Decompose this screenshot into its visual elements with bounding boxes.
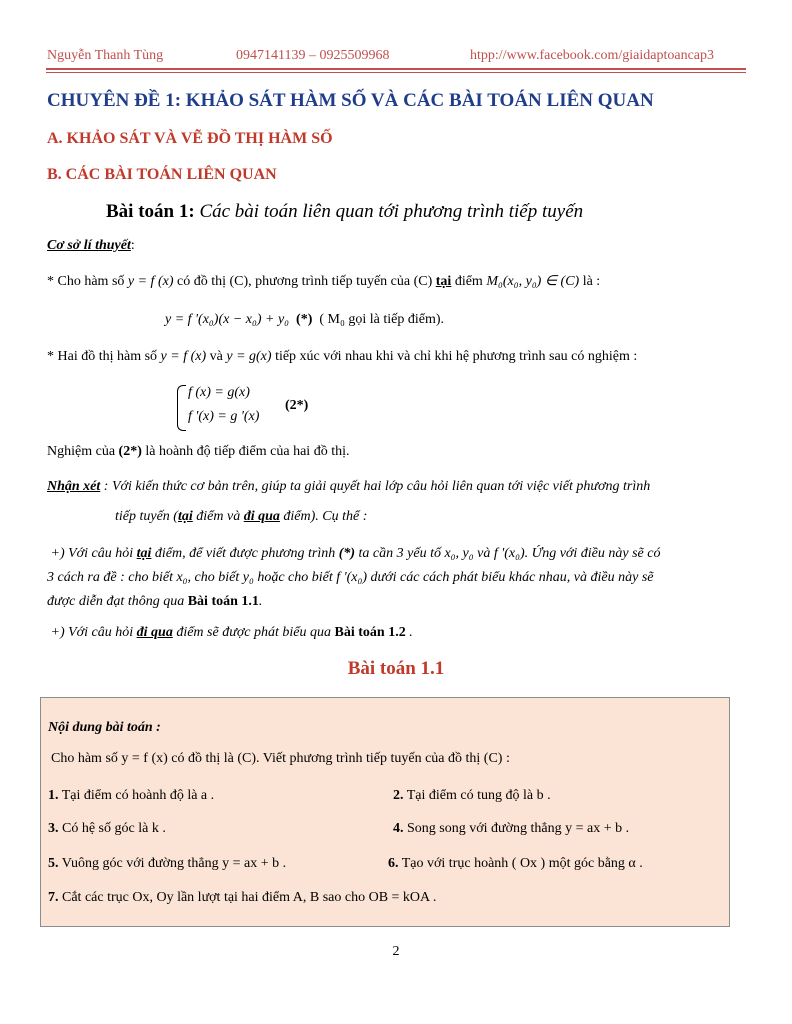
item-6-text: Tạo với trục hoành ( Ox ) một góc bằng α . xyxy=(401,856,643,871)
item-1-text: Tại điểm có hoành độ là a . xyxy=(61,788,215,803)
eq1-tag: (*) xyxy=(296,312,313,327)
remark-line-1 xyxy=(47,479,650,495)
p2-text-a: * Hai đồ thị hàm số xyxy=(47,349,158,364)
q1-tag: (*) xyxy=(338,546,356,561)
q2-ref: Bài toán 1.2 xyxy=(334,625,406,640)
theory-paragraph-2 xyxy=(47,349,637,365)
box-item-7 xyxy=(48,890,436,906)
theory-paragraph-1 xyxy=(47,273,600,290)
problem-name: Các bài toán liên quan tới phương trình tiếp tuyến xyxy=(199,201,584,222)
remark-text-2c: điểm). Cụ thể : xyxy=(283,509,368,524)
q1-line-3 xyxy=(47,590,747,614)
header-rule-thin xyxy=(46,72,746,73)
system-tag: (2*) xyxy=(285,398,309,413)
remark-text-1: : Với kiến thức cơ bản trên, giúp ta giải quyết hai lớp câu hỏi liên quan tới việc viết phương trình xyxy=(103,479,651,494)
item-4-num: 4. xyxy=(393,821,404,836)
q1-line3-ref: Bài toán 1.1 xyxy=(187,594,259,609)
q1-tai: tại xyxy=(136,546,152,561)
equation-tangent xyxy=(165,312,444,328)
theory-paragraph-3 xyxy=(47,444,349,460)
remark-label: Nhận xét xyxy=(47,479,101,494)
problem-label: Bài toán 1: xyxy=(106,201,195,222)
eq1-formula: y = f '(x₀)(x − x₀) + y₀ xyxy=(165,312,290,327)
section-b-heading: B. CÁC BÀI TOÁN LIÊN QUAN xyxy=(47,166,277,183)
system-eq-1: f (x) = g(x) xyxy=(188,385,250,400)
box-intro: Cho hàm số y = f (x) có đồ thị là (C). Viết phương trình tiếp tuyến của đồ thị (C) : xyxy=(51,751,510,766)
q1-line3-a: được diễn đạt thông qua xyxy=(47,594,185,609)
item-7-num: 7. xyxy=(48,890,59,905)
item-3-text: Có hệ số góc là k . xyxy=(62,821,166,836)
remark-tai: tại xyxy=(177,509,193,524)
item-1-num: 1. xyxy=(48,788,59,803)
item-7-text: Cắt các trục Ox, Oy lần lượt tại hai điểm A, B sao cho OB = kOA . xyxy=(62,890,437,905)
q1-line3-c: . xyxy=(258,594,263,609)
remark-text-2b: điểm và xyxy=(196,509,241,524)
item-3-num: 3. xyxy=(48,821,59,836)
system-eq-2: f '(x) = g '(x) xyxy=(188,409,260,424)
item-4-text: Song song với đường thẳng y = ax + b . xyxy=(407,821,630,836)
theory-heading-line: Cơ sở lí thuyết: xyxy=(47,238,135,253)
p1-text-c: điểm xyxy=(454,274,483,289)
remark-diqua: đi qua xyxy=(243,509,280,524)
q2-a: +) Với câu hỏi xyxy=(50,625,134,640)
system-brace xyxy=(177,385,186,431)
item-2-num: 2. xyxy=(393,788,404,803)
header-phone: 0947141139 – 0925509968 xyxy=(236,48,390,63)
q2-diqua: đi qua xyxy=(136,625,173,640)
page-number: 2 xyxy=(392,944,400,959)
p2-g: y = g(x) xyxy=(226,349,272,364)
header-url[interactable]: htpp://www.facebook.com/giaidaptoancap3 xyxy=(470,48,715,63)
p1-text-b: có đồ thị (C), phương trình tiếp tuyến của (C) xyxy=(176,274,433,289)
q1-line-2: 3 cách ra đề : cho biết x₀, cho biết y₀ hoặc cho biết f '(x₀) dưới các cách phát biểu khác nhau, và điều này sẽ xyxy=(47,570,654,585)
item-5-text: Vuông góc với đường thẳng y = ax + b . xyxy=(61,856,287,871)
q1-b: điểm, để viết được phương trình xyxy=(154,546,336,561)
box-item-6 xyxy=(388,856,643,872)
box-item-1 xyxy=(48,788,214,804)
p3-text-a: Nghiệm của xyxy=(47,444,116,459)
header-author: Nguyễn Thanh Tùng xyxy=(47,48,164,63)
section-a-heading: A. KHẢO SÁT VÀ VẼ ĐỒ THỊ HÀM SỐ xyxy=(47,130,333,147)
p1-text-a: * Cho hàm số xyxy=(47,274,125,289)
box-heading: Nội dung bài toán : xyxy=(48,720,161,735)
item-2-text: Tại điểm có tung độ là b . xyxy=(406,788,551,803)
item-5-num: 5. xyxy=(48,856,59,871)
item-6-num: 6. xyxy=(388,856,399,871)
problem-box xyxy=(40,697,730,927)
eq1-note: ( M₀ gọi là tiếp điểm). xyxy=(319,312,445,327)
remark-question-2 xyxy=(47,625,413,641)
remark-question-1 xyxy=(47,542,747,614)
q2-d: . xyxy=(409,625,413,640)
box-item-4 xyxy=(393,821,629,837)
q1-line-1 xyxy=(47,542,747,566)
theory-heading: Cơ sở lí thuyết xyxy=(47,238,131,253)
p3-text-b: là hoành độ tiếp điểm của hai đồ thị. xyxy=(145,444,350,459)
box-item-3 xyxy=(48,821,166,837)
p1-tai: tại xyxy=(435,274,452,289)
q2-b: điểm sẽ được phát biểu qua xyxy=(176,625,332,640)
box-item-2 xyxy=(393,788,551,804)
p3-tag: (2*) xyxy=(118,444,142,459)
box-item-5 xyxy=(48,856,286,872)
header-rule-thick xyxy=(46,68,746,70)
p1-function: y = f (x) xyxy=(127,274,174,289)
q1-c: ta cần 3 yếu tố x₀, y₀ và f '(x₀). Ứng với điều này sẽ có xyxy=(358,546,661,561)
p2-f: y = f (x) xyxy=(160,349,207,364)
p2-text-b: tiếp xúc với nhau khi và chỉ khi hệ phương trình sau có nghiệm : xyxy=(275,349,638,364)
chapter-title: CHUYÊN ĐỀ 1: KHẢO SÁT HÀM SỐ VÀ CÁC BÀI TOÁN LIÊN QUAN xyxy=(47,90,654,111)
q1-a: +) Với câu hỏi xyxy=(50,546,134,561)
p2-and: và xyxy=(209,349,223,364)
remark-line-2 xyxy=(115,509,367,525)
remark-text-2a: tiếp tuyến ( xyxy=(115,509,178,524)
p1-text-d: là : xyxy=(582,274,601,289)
problem-title xyxy=(106,201,583,223)
p1-point: M₀(x₀, y₀) ∈ (C) xyxy=(486,274,580,289)
bai-toan-11-heading: Bài toán 1.1 xyxy=(347,658,445,679)
